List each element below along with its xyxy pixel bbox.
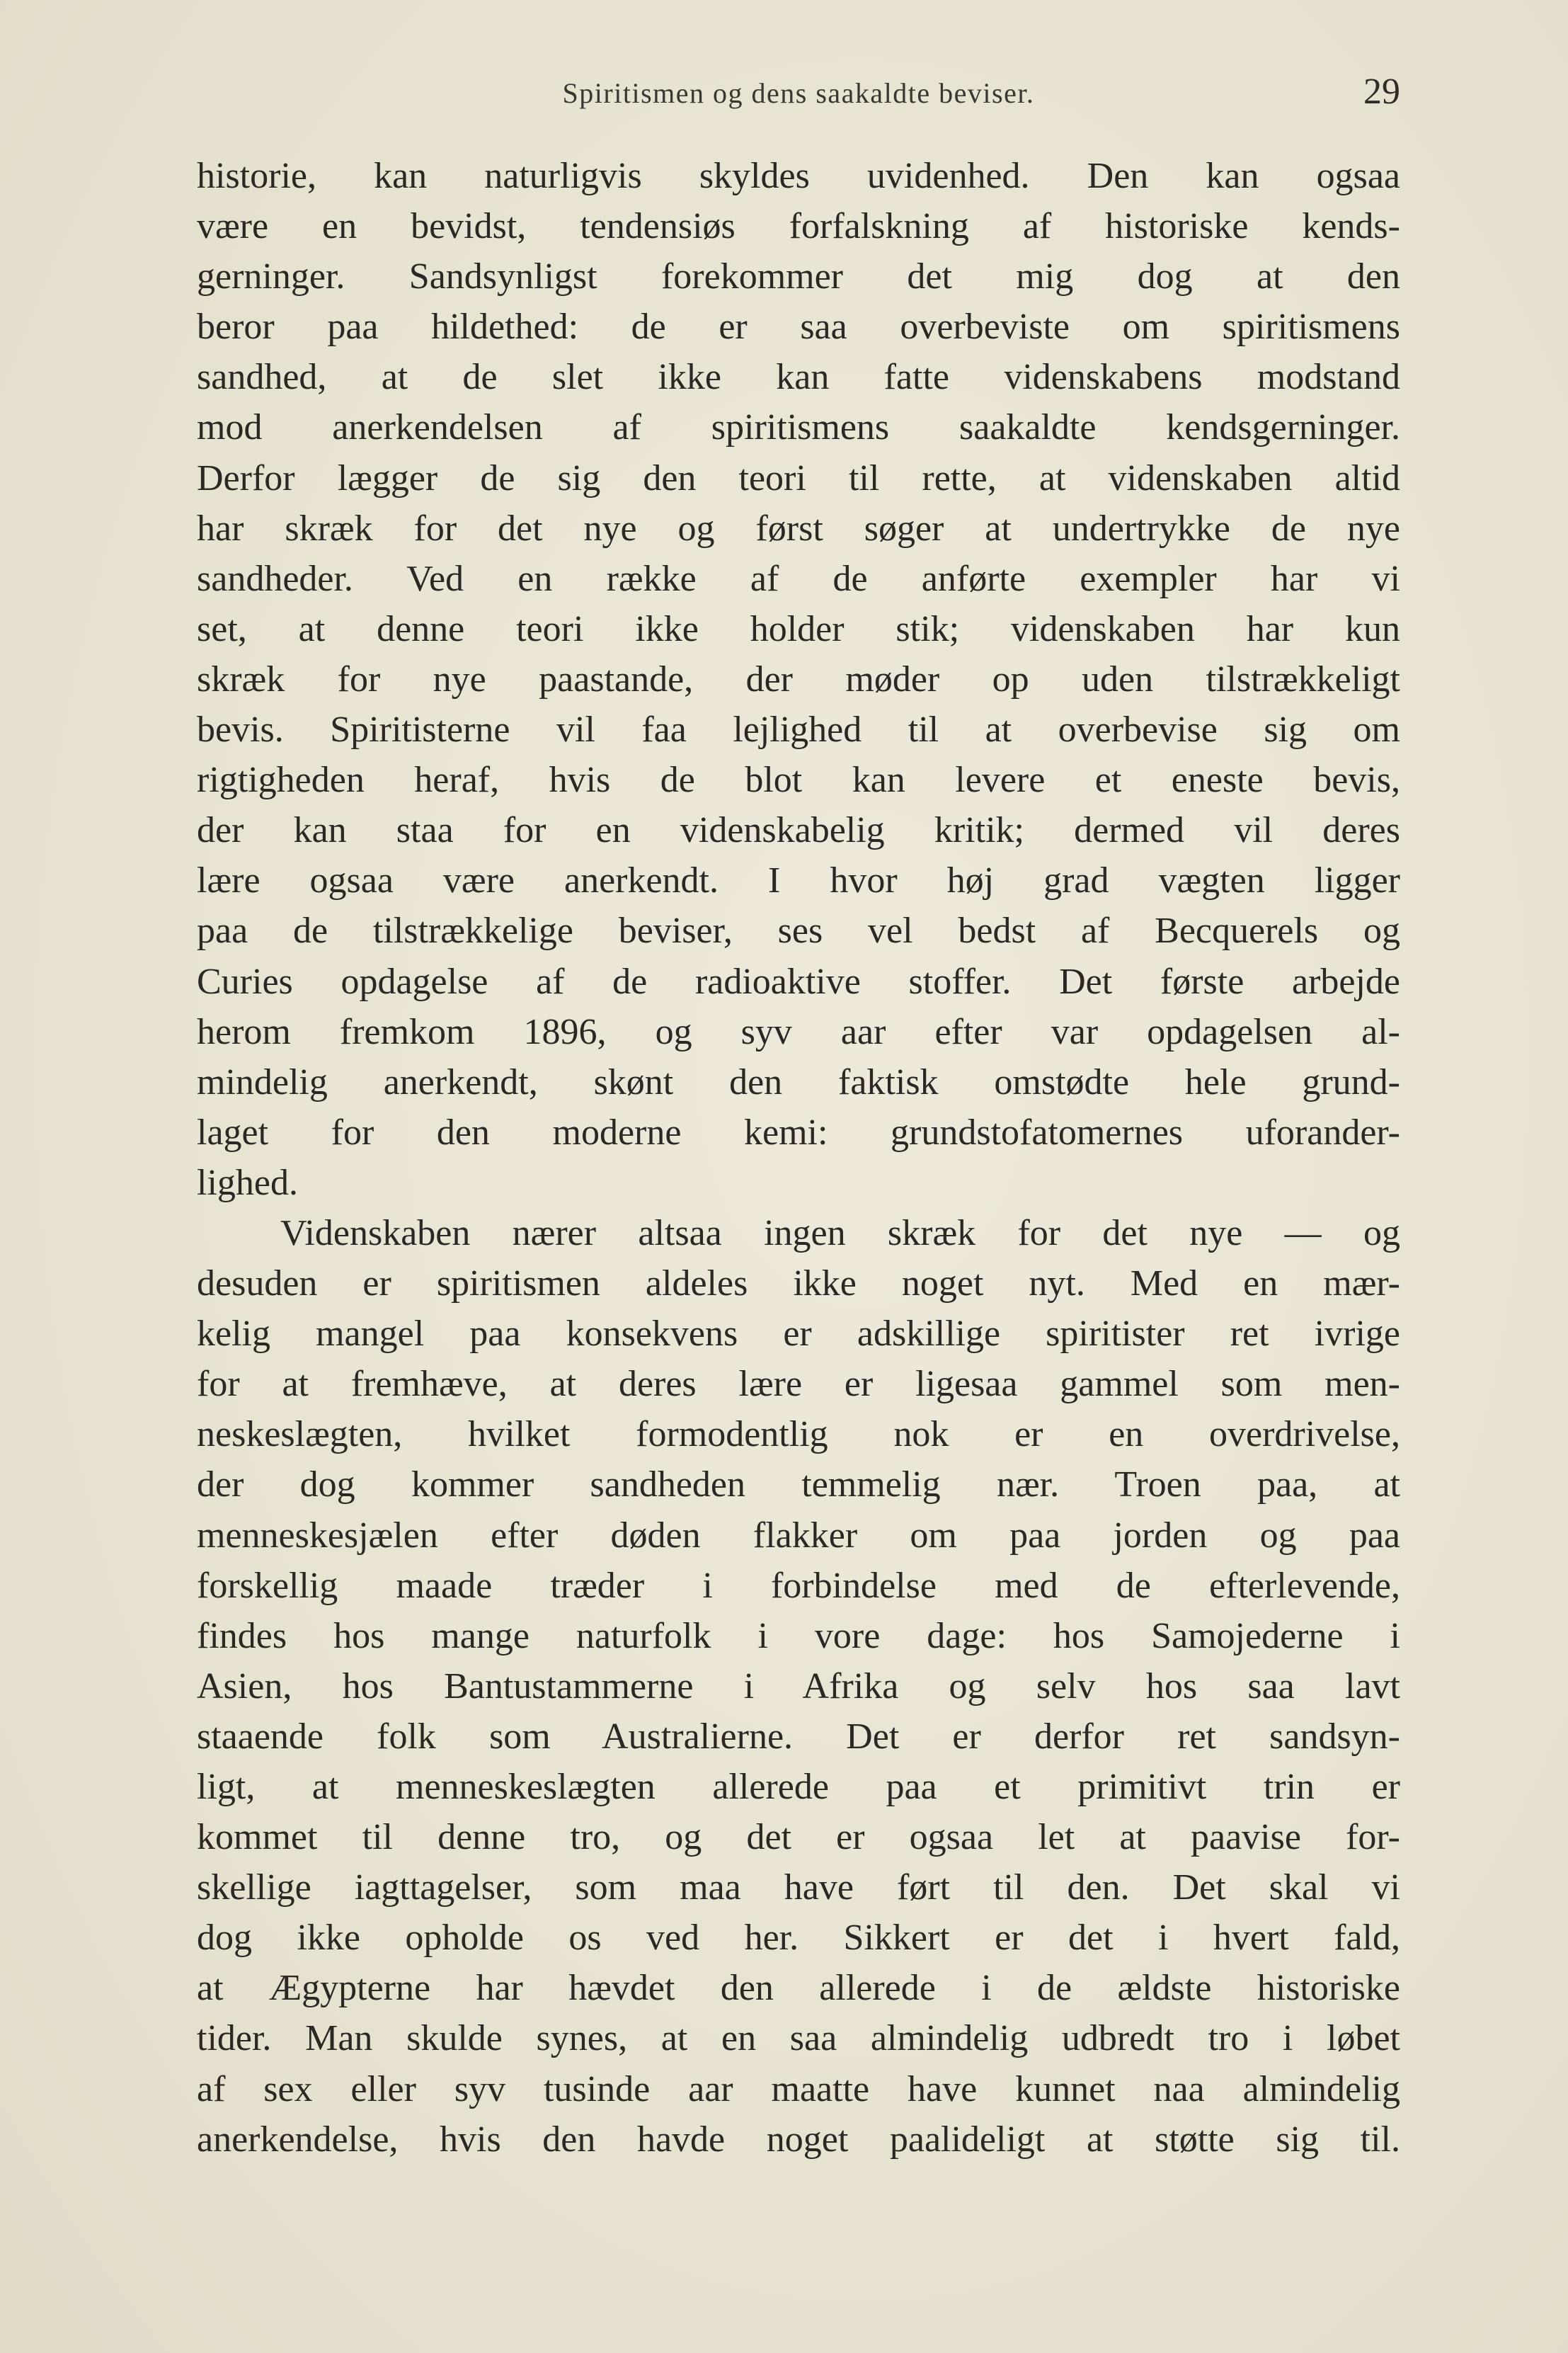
text-line: Videnskaben nærer altsaa ingen skræk for det nye — og — [280, 1212, 1400, 1253]
text-line: der dog kommer sandheden temmelig nær. Troen paa, at — [197, 1464, 1400, 1505]
text-line: for at fremhæve, at deres lære er ligesaa gammel som men- — [197, 1364, 1400, 1405]
text-line: ligt, at menneskeslægten allerede paa et primitivt trin er — [197, 1767, 1400, 1807]
text-line: sandheder. Ved en række af de anførte exempler har vi — [197, 558, 1400, 599]
text-line: har skræk for det nye og først søger at undertrykke de nye — [197, 508, 1400, 549]
text-line: tider. Man skulde synes, at en saa almindelig udbredt tro i løbet — [197, 2018, 1400, 2059]
text-line: paa de tilstrækkelige beviser, ses vel bedst af Becquerels og — [197, 911, 1400, 952]
text-line: der kan staa for en videnskabelig kritik; dermed vil deres — [197, 810, 1400, 851]
text-line: dog ikke opholde os ved her. Sikkert er det i hvert fald, — [197, 1918, 1400, 1959]
text-line: historie, kan naturligvis skyldes uvidenhed. Den kan ogsaa — [197, 156, 1400, 196]
text-line: menneskesjælen efter døden flakker om paa jorden og paa — [197, 1515, 1400, 1556]
text-line: findes hos mange naturfolk i vore dage: hos Samojederne i — [197, 1615, 1400, 1656]
text-line: staaende folk som Australierne. Det er derfor ret sandsyn- — [197, 1716, 1400, 1757]
body-text — [197, 151, 1400, 2165]
text-line: forskellig maade træder i forbindelse med de efterlevende, — [197, 1565, 1400, 1606]
text-line: desuden er spiritismen aldeles ikke noget nyt. Med en mær- — [197, 1263, 1400, 1304]
text-line: laget for den moderne kemi: grundstofatomernes uforander- — [197, 1112, 1400, 1153]
page-header — [197, 71, 1400, 127]
text-line: bevis. Spiritisterne vil faa lejlighed til at overbevise sig om — [197, 710, 1400, 751]
text-line: lighed. — [197, 1162, 298, 1203]
text-line: af sex eller syv tusinde aar maatte have kunnet naa almindelig — [197, 2068, 1400, 2109]
text-line: beror paa hildethed: de er saa overbeviste om spiritismens — [197, 307, 1400, 348]
text-line: neskeslægten, hvilket formodentlig nok er en overdrivelse, — [197, 1414, 1400, 1455]
text-line: mindelig anerkendt, skønt den faktisk omstødte hele grund- — [197, 1061, 1400, 1103]
text-line: mod anerkendelsen af spiritismens saakaldte kendsgerninger. — [197, 407, 1400, 448]
text-line: anerkendelse, hvis den havde noget paalideligt at støtte sig til. — [197, 2119, 1400, 2160]
text-line: skræk for nye paastande, der møder op uden tilstrækkeligt — [197, 659, 1400, 700]
text-line: Asien, hos Bantustammerne i Afrika og selv hos saa lavt — [197, 1665, 1400, 1707]
text-line: kelig mangel paa konsekvens er adskillige spiritister ret ivrige — [197, 1314, 1400, 1355]
text-line: kommet til denne tro, og det er ogsaa let at paavise for- — [197, 1817, 1400, 1858]
text-line: være en bevidst, tendensiøs forfalskning af historiske kends- — [197, 206, 1400, 247]
running-head: Spiritismen og dens saakaldte beviser. — [562, 77, 1035, 109]
text-line: gerninger. Sandsynligst forekommer det mig dog at den — [197, 256, 1400, 297]
text-line: Derfor lægger de sig den teori til rette, at videnskaben altid — [197, 457, 1400, 498]
page-number: 29 — [1363, 72, 1400, 112]
text-line: set, at denne teori ikke holder stik; videnskaben har kun — [197, 608, 1400, 649]
text-line: at Ægypterne har hævdet den allerede i de ældste historiske — [197, 1968, 1400, 2009]
text-line: lære ogsaa være anerkendt. I hvor høj grad vægten ligger — [197, 860, 1400, 901]
text-line: skellige iagttagelser, som maa have ført til den. Det skal vi — [197, 1867, 1400, 1908]
text-line: sandhed, at de slet ikke kan fatte videnskabens modstand — [197, 357, 1400, 398]
text-line: herom fremkom 1896, og syv aar efter var opdagelsen al- — [197, 1011, 1400, 1052]
text-line: Curies opdagelse af de radioaktive stoffer. Det første arbejde — [197, 961, 1400, 1002]
text-line: rigtigheden heraf, hvis de blot kan levere et eneste bevis, — [197, 760, 1400, 801]
